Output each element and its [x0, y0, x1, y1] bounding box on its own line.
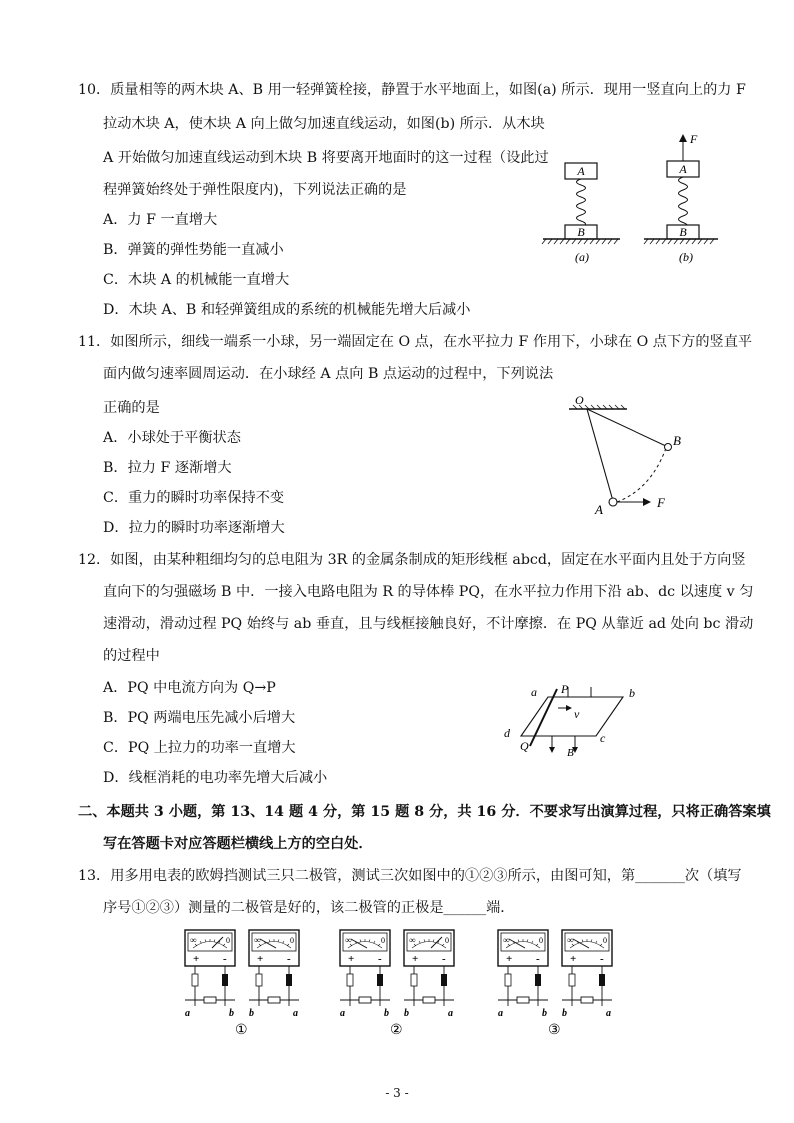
q12-velocity-arrow-head — [566, 705, 572, 711]
q12-label-q: Q — [520, 739, 529, 753]
q13-end-b-1a: b — [229, 1008, 234, 1019]
q10-line-3: A 开始做匀加速直线运动到木块 B 将要离开地面时的这一过程（设此过 — [103, 150, 549, 166]
q13-minus-3a: - — [536, 953, 540, 965]
q13-line-1: 13．用多用电表的欧姆挡测试三只二极管，测试三次如图中的①②③所示，由图可知，第_______次（填写 — [78, 868, 742, 884]
q12-option-b: B．PQ 两端电压先减小后增大 — [103, 710, 296, 726]
q12-label-v: v — [574, 707, 580, 721]
q12-line-1: 12．如图，由某种粗细均匀的总电阻为 3R 的金属条制成的矩形线框 abcd，固定在水平面内且处于方向竖 — [78, 552, 746, 568]
q12-label-a: a — [531, 685, 537, 699]
q12-frame — [521, 697, 623, 736]
q12-line-2: 直向下的匀强磁场 B 中．一接入电路电阻为 R 的导体棒 PQ，在水平拉力作用下沿 ab、dc 以速度 v 匀 — [103, 584, 754, 600]
q11-line-3: 正确的是 — [103, 400, 160, 416]
q13-end-a-2a: a — [340, 1008, 345, 1019]
q12-label-field-b: B — [567, 747, 574, 759]
q13-minus-1b: - — [287, 953, 291, 965]
q12-option-c: C．PQ 上拉力的功率一直增大 — [103, 740, 296, 756]
q11-figure-pendulum — [565, 385, 705, 520]
q13-zero-2a: 0 — [381, 936, 385, 945]
q10-option-d: D．木块 A、B 和轻弹簧组成的系统的机械能先增大后减小 — [103, 302, 471, 318]
q13-inf-3b: ∞ — [567, 935, 574, 945]
q11-label-a: A — [595, 502, 603, 517]
q10-label-b-left: B — [577, 225, 585, 239]
q13-inf-2b: ∞ — [409, 935, 416, 945]
q13-plus-2b: + — [412, 953, 419, 965]
q11-string-to-a — [587, 409, 613, 501]
q12-figure-rectangular-frame — [495, 680, 655, 760]
q13-inf-2a: ∞ — [345, 935, 352, 945]
q13-end-b-1b: b — [249, 1008, 254, 1019]
q13-minus-3b: - — [600, 953, 604, 965]
q10-label-a-right: A — [679, 162, 687, 176]
q13-end-a-1a: a — [185, 1008, 190, 1019]
q13-label-2: ② — [390, 1023, 403, 1038]
q10-line-1: 10．质量相等的两木块 A、B 用一轻弹簧栓接，静置于水平地面上，如图(a) 所示．现用一竖直向上的力 F — [78, 82, 746, 98]
q13-end-a-2b: a — [448, 1008, 453, 1019]
q13-end-b-2b: b — [404, 1008, 409, 1019]
q11-label-f: F — [657, 495, 665, 510]
q10-spring-right — [679, 177, 688, 229]
q13-line-2: 序号①②③）测量的二极管是好的，该二极管的正极是______端． — [103, 900, 515, 916]
q13-end-b-3b: b — [562, 1008, 567, 1019]
q13-set-2 — [340, 930, 454, 1038]
q13-zero-1b: 0 — [290, 936, 294, 945]
q13-end-a-3b: a — [606, 1008, 611, 1019]
q11-line-2: 面内做匀速率圆周运动．在小球经 A 点向 B 点运动的过程中，下列说法 — [103, 366, 554, 382]
q12-line-4: 的过程中 — [103, 648, 160, 664]
q13-plus-3b: + — [570, 953, 577, 965]
q13-plus-1a: + — [193, 953, 200, 965]
q11-arc-path — [617, 448, 666, 502]
q13-set-1 — [185, 930, 299, 1038]
q10-label-a-left: A — [577, 164, 585, 178]
q13-label-1: ① — [235, 1023, 248, 1038]
q10-label-force: F — [690, 132, 698, 146]
q10-label-b-right: B — [679, 225, 687, 239]
q13-inf-1b: ∞ — [254, 935, 261, 945]
q12-label-b: b — [629, 686, 635, 700]
section2-line-2: 写在答题卡对应答题栏横线上方的空白处． — [103, 836, 373, 852]
q11-option-c: C．重力的瞬时功率保持不变 — [103, 490, 285, 506]
q13-figure-multimeter-tests — [170, 925, 630, 1045]
q12-label-d: d — [504, 726, 510, 740]
q11-ball-b — [665, 444, 672, 451]
q10-caption-b: (b) — [679, 250, 693, 264]
q11-string-to-b — [587, 409, 668, 447]
q11-label-o: O — [575, 393, 584, 407]
page-number: - 3 - — [385, 1086, 409, 1100]
q13-zero-3b: 0 — [603, 936, 607, 945]
q13-plus-1b: + — [257, 953, 264, 965]
q10-figure-spring-blocks — [540, 125, 720, 275]
q11-ball-a — [609, 498, 617, 506]
q13-zero-3a: 0 — [539, 936, 543, 945]
q13-inf-3a: ∞ — [503, 935, 510, 945]
q11-force-arrow-head — [643, 498, 651, 506]
q12-option-d: D．线框消耗的电功率先增大后减小 — [103, 770, 328, 786]
q13-minus-1a: - — [223, 953, 227, 965]
q13-plus-3a: + — [506, 953, 513, 965]
q12-option-a: A．PQ 中电流方向为 Q→P — [103, 680, 276, 696]
q13-minus-2b: - — [442, 953, 446, 965]
q12-label-p: P — [561, 682, 569, 696]
q10-option-a: A．力 F 一直增大 — [103, 212, 218, 228]
q13-end-b-2a: b — [384, 1008, 389, 1019]
q10-option-b: B．弹簧的弹性势能一直减小 — [103, 242, 284, 258]
q10-caption-a: (a) — [575, 250, 589, 264]
q11-option-d: D．拉力的瞬时功率逐渐增大 — [103, 520, 285, 536]
q10-spring-left — [577, 179, 586, 227]
q12-field-arrow-3 — [549, 747, 555, 753]
q11-label-b: B — [673, 433, 681, 448]
q13-set-3 — [498, 930, 612, 1038]
section2-line-1: 二、本题共 3 小题，第 13、14 题 4 分，第 15 题 8 分，共 16 分．不要求写出演算过程，只将正确答案填 — [78, 804, 771, 820]
q13-end-a-3a: a — [498, 1008, 503, 1019]
q10-line-2: 拉动木块 A，使木块 A 向上做匀加速直线运动，如图(b) 所示．从木块 — [103, 116, 545, 132]
q10-line-4: 程弹簧始终处于弹性限度内)，下列说法正确的是 — [103, 182, 407, 198]
q13-end-a-1b: a — [293, 1008, 298, 1019]
q13-inf-1a: ∞ — [190, 935, 197, 945]
q13-minus-2a: - — [378, 953, 382, 965]
q10-force-arrow-head — [679, 134, 687, 142]
q13-zero-2b: 0 — [445, 936, 449, 945]
q12-label-c: c — [600, 731, 606, 745]
q13-plus-2a: + — [348, 953, 355, 965]
q11-line-1: 11．如图所示，细线一端系一小球，另一端固定在 O 点，在水平拉力 F 作用下，小球在 O 点下方的竖直平 — [78, 334, 753, 350]
q13-zero-1a: 0 — [226, 936, 230, 945]
q10-option-c: C．木块 A 的机械能一直增大 — [103, 272, 290, 288]
q11-option-b: B．拉力 F 逐渐增大 — [103, 460, 232, 476]
q13-label-3: ③ — [548, 1023, 561, 1038]
q13-end-b-3a: b — [542, 1008, 547, 1019]
q12-line-3: 速滑动，滑动过程 PQ 始终与 ab 垂直，且与线框接触良好，不计摩擦．在 PQ 从靠近 ad 处向 bc 滑动 — [103, 616, 754, 632]
q11-option-a: A．小球处于平衡状态 — [103, 430, 241, 446]
